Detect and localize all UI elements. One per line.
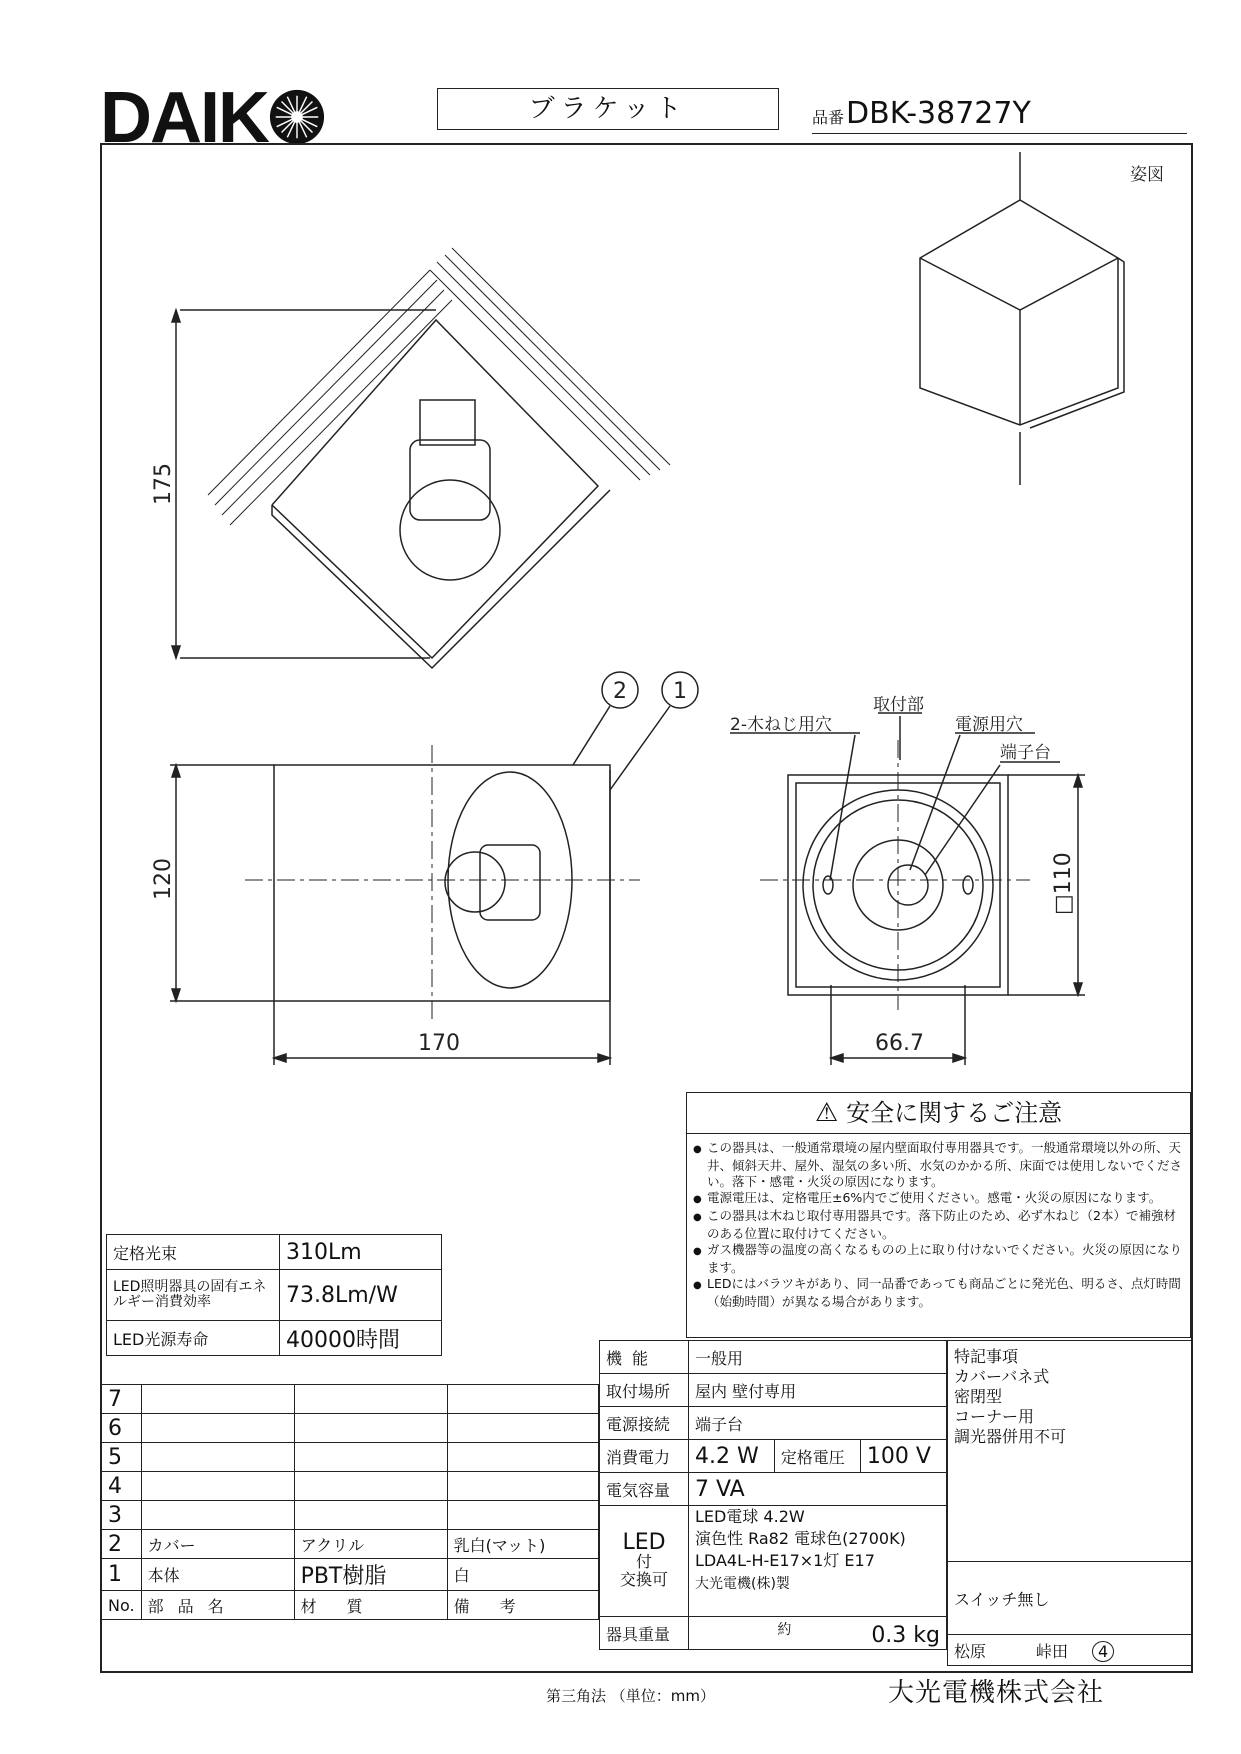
safety-item: ● ガス機器等の温度の高くなるものの上に取り付けないでください。火災の原因になります。 (693, 1242, 1184, 1276)
lum-value: 310Lm (280, 1235, 442, 1270)
switch-note: スイッチ無し (948, 1562, 1192, 1635)
front-view (170, 745, 640, 1065)
safety-title: ⚠ 安全に関するご注意 (687, 1093, 1190, 1134)
dim-back-hole: 66.7 (875, 1031, 924, 1056)
notes-table (947, 1340, 1192, 1666)
label-power-hole: 電源用穴 (955, 715, 1023, 735)
spec-table: 機能 一般用 取付場所 屋内 壁付専用 電源接続 端子台 消費電力 4.2 W 定格電圧 100 V 電気容量 7 VA LED 付 交換可 LED電球 4.2W 演色性 Ra82 電球色(2700K) LDA4L-H-E17×1灯 E17 大光電機(株)製 器具重量 約 0.3 kg (599, 1340, 947, 1650)
table-row: 4 (102, 1472, 599, 1501)
lum-value: 40000時間 (280, 1321, 442, 1356)
table-row: 5 (102, 1443, 599, 1472)
dim-front-width: 170 (418, 1031, 460, 1056)
dim-back-square: □110 (1051, 852, 1076, 915)
svg-text:1: 1 (673, 679, 687, 704)
safety-item: ● 電源電圧は、定格電圧±6%内でご使用ください。感電・火災の原因になります。 (693, 1190, 1184, 1208)
dim-front-height: 120 (151, 858, 176, 900)
iso-label: 姿図 (1130, 165, 1164, 185)
led-detail: LED電球 4.2W 演色性 Ra82 電球色(2700K) LDA4L-H-E17×1灯 E17 大光電機(株)製 (689, 1506, 947, 1617)
luminous-table (106, 1234, 442, 1356)
label-mount: 取付部 (873, 695, 924, 715)
lum-value: 73.8Lm/W (280, 1270, 442, 1321)
parts-header: No. 部品名 材質 備考 (102, 1591, 599, 1620)
safety-notice (686, 1092, 1191, 1338)
warning-icon: ⚠ (814, 1098, 839, 1128)
table-row: 6 (102, 1414, 599, 1443)
safety-item: ● この器具は、一般通常環境の屋内壁面取付専用器具です。一般通常環境以外の所、天井、傾斜天井、屋外、湿気の多い所、水気のかかる所、床面では使用しないでください。落下・感電・火災の原因になります。 (693, 1140, 1184, 1190)
safety-item: ● LEDにはバラツキがあり、同一品番であっても商品ごとに発光色、明るさ、点灯時間（始動時間）が異なる場合があります。 (693, 1276, 1184, 1310)
brand-logo: DAIK (100, 82, 326, 154)
product-type: ブラケット (437, 88, 779, 130)
lum-label: LED光源寿命 (107, 1321, 280, 1356)
table-row: 2 カバー アクリル 乳白(マット) (102, 1530, 599, 1559)
back-view (730, 713, 1085, 1065)
side-view (172, 248, 670, 668)
lum-label: LED照明器具の固有エネルギー消費効率 (107, 1270, 280, 1321)
weight-value: 約 0.3 kg (689, 1617, 947, 1650)
projection-note: 第三角法 （単位：mm） (546, 1687, 715, 1705)
svg-text:2: 2 (613, 679, 627, 704)
company-name: 大光電機株式会社 (888, 1678, 1105, 1708)
part-number: 品番DBK-38727Y (812, 96, 1187, 134)
table-row: 1 本体 PBT樹脂 白 (102, 1559, 599, 1591)
iso-cube (920, 152, 1124, 485)
led-label: LED 付 交換可 (600, 1506, 689, 1617)
label-terminal: 端子台 (1000, 743, 1051, 763)
table-row: 3 (102, 1501, 599, 1530)
dim-side-height: 175 (151, 463, 176, 505)
lum-label: 定格光束 (107, 1235, 280, 1270)
table-row: 7 (102, 1385, 599, 1414)
parts-table (101, 1384, 599, 1620)
signatures: 松原 峠田 4 (948, 1635, 1192, 1666)
safety-item: ● この器具は木ねじ取付専用器具です。落下防止のため、必ず木ねじ（2本）で補強材のある位置に取付けてください。 (693, 1208, 1184, 1242)
label-screw-holes: 2-木ねじ用穴 (730, 715, 832, 735)
special-notes: 特記事項 カバーバネ式 密閉型 コーナー用 調光器併用不可 (948, 1341, 1192, 1562)
